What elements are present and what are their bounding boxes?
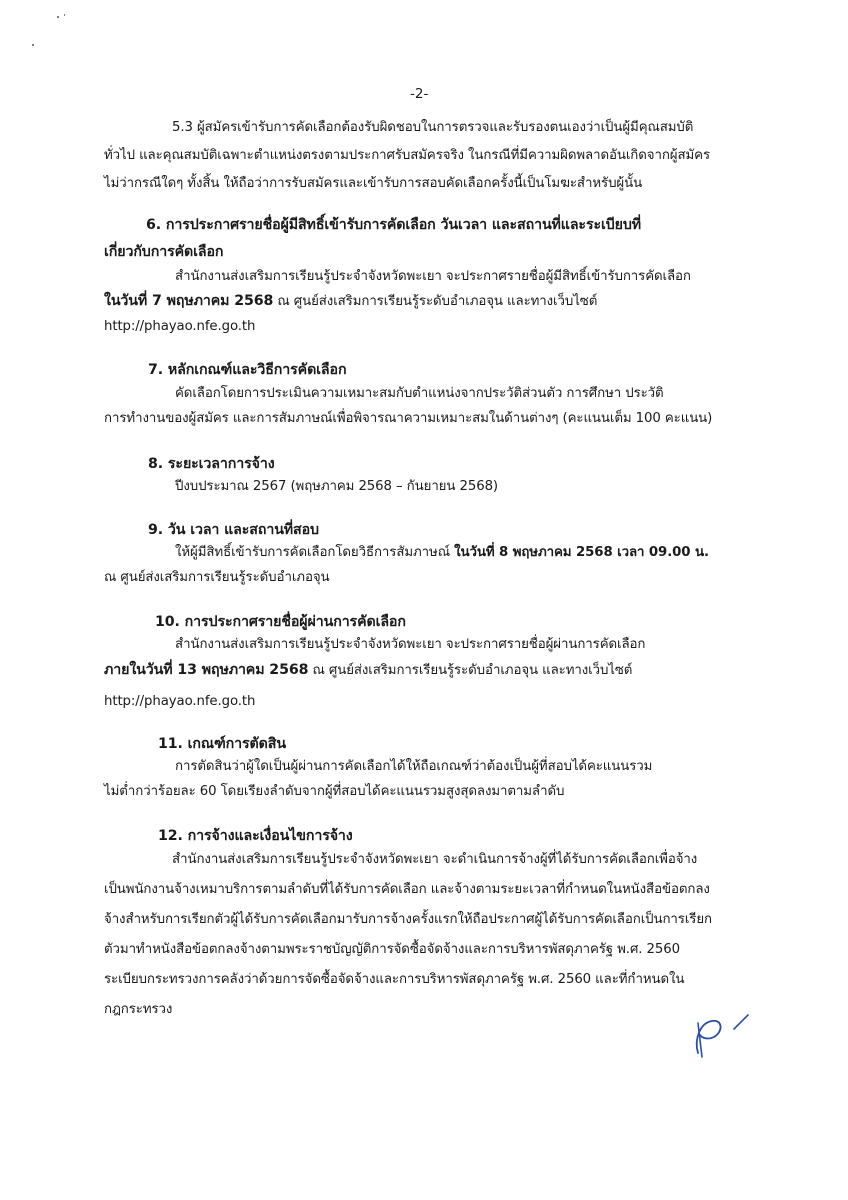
section-12-line-6: กฎกระทรวง (104, 1002, 173, 1017)
section-6-body-line-1: สำนักงานส่งเสริมการเรียนรู้ประจำจังหวัดพะเยา จะประกาศรายชื่อผู้มีสิทธิ์เข้ารับการคัดเลือก (175, 269, 691, 284)
section-12-line-5: ระเบียบกระทรวงการคลังว่าด้วยการจัดซื้อจัดจ้างและการบริหารพัสดุภาครัฐ พ.ศ. 2560 และที่กำหนดใน (104, 972, 685, 987)
section-8-heading: 8. ระยะเวลาการจ้าง (148, 456, 275, 472)
section-6-heading-line-1: 6. การประกาศรายชื่อผู้มีสิทธิ์เข้ารับการคัดเลือก วันเวลา และสถานที่และระเบียบที่ (146, 217, 642, 233)
section-10-result-date: ภายในวันที่ 13 พฤษภาคม 2568 (104, 662, 309, 678)
section-5-3-line-1: 5.3 ผู้สมัครเข้ารับการคัดเลือกต้องรับผิดชอบในการตรวจและรับรองตนเองว่าเป็นผู้มีคุณสมบัติ (172, 120, 694, 135)
section-12-line-3: จ้างสำหรับการเรียกตัวผู้ได้รับการคัดเลือกมารับการจ้างครั้งแรกให้ถือประกาศผู้ได้รับการคัดเลือกเป็นการเรียก (104, 912, 712, 927)
scan-speck (64, 14, 65, 16)
section-11-body-line-2: ไม่ต่ำกว่าร้อยละ 60 โดยเรียงลำดับจากผู้ที่สอบได้คะแนนรวมสูงสุดลงมาตามลำดับ (104, 784, 565, 799)
section-6-announce-place: ณ ศูนย์ส่งเสริมการเรียนรู้ระดับอำเภอจุน และทางเว็บไซต์ (273, 294, 598, 309)
section-6-heading-line-2: เกี่ยวกับการคัดเลือก (104, 244, 224, 260)
section-12-line-2: เป็นพนักงานจ้างเหมาบริการตามลำดับที่ได้รับการคัดเลือก และจ้างตามระยะเวลาที่กำหนดในหนังสือข้อตกลง (104, 882, 710, 897)
section-10-website-link[interactable]: http://phayao.nfe.go.th (104, 694, 256, 709)
section-6-website-link[interactable]: http://phayao.nfe.go.th (104, 319, 256, 334)
section-7-heading: 7. หลักเกณฑ์และวิธีการคัดเลือก (148, 362, 347, 378)
section-9-interview-text: ให้ผู้มีสิทธิ์เข้ารับการคัดเลือกโดยวิธีการสัมภาษณ์ (175, 545, 455, 560)
section-11-heading: 11. เกณฑ์การตัดสิน (158, 736, 286, 752)
section-5-3-line-3: ไม่ว่ากรณีใดๆ ทั้งสิ้น ให้ถือว่าการรับสมัครและเข้ารับการสอบคัดเลือกครั้งนี้เป็นโมฆะสำหรับผู้นั้น (104, 176, 643, 191)
page-number: -2- (410, 86, 429, 102)
section-11-body-line-1: การตัดสินว่าผู้ใดเป็นผู้ผ่านการคัดเลือกได้ให้ถือเกณฑ์ว่าต้องเป็นผู้ที่สอบได้คะแนนรวม (175, 759, 653, 774)
signature-initials (690, 1005, 770, 1065)
section-7-body-line-1: คัดเลือกโดยการประเมินความเหมาะสมกับตำแหน่งจากประวัติส่วนตัว การศึกษา ประวัติ (175, 386, 664, 401)
section-10-body-line-1: สำนักงานส่งเสริมการเรียนรู้ประจำจังหวัดพะเยา จะประกาศรายชื่อผู้ผ่านการคัดเลือก (175, 637, 646, 652)
section-12-line-4: ตัวมาทำหนังสือข้อตกลงจ้างตามพระราชบัญญัติการจัดซื้อจัดจ้างและการบริหารพัสดุภาครัฐ พ.ศ. 2560 (104, 942, 680, 957)
section-12-heading: 12. การจ้างและเงื่อนไขการจ้าง (158, 828, 353, 844)
section-9-body-line-1 (175, 543, 709, 563)
section-5-3-line-2: ทั่วไป และคุณสมบัติเฉพาะตำแหน่งตรงตามประกาศรับสมัครจริง ในกรณีที่มีความผิดพลาดอันเกิดจากผู้สมัคร (104, 148, 710, 163)
section-7-body-line-2: การทำงานของผู้สมัคร และการสัมภาษณ์เพื่อพิจารณาความเหมาะสมในด้านต่างๆ (คะแนนเต็ม 100 คะแนน) (104, 411, 713, 426)
section-12-line-1: สำนักงานส่งเสริมการเรียนรู้ประจำจังหวัดพะเยา จะดำเนินการจ้างผู้ที่ได้รับการคัดเลือกเพื่อจ้าง (172, 852, 698, 867)
section-9-heading: 9. วัน เวลา และสถานที่สอบ (148, 522, 319, 538)
section-10-result-place: ณ ศูนย์ส่งเสริมการเรียนรู้ระดับอำเภอจุน และทางเว็บไซต์ (308, 663, 633, 678)
section-10-heading: 10. การประกาศรายชื่อผู้ผ่านการคัดเลือก (155, 614, 406, 630)
section-8-body: ปีงบประมาณ 2567 (พฤษภาคม 2568 – กันยายน 2568) (175, 479, 499, 494)
section-9-body-line-2: ณ ศูนย์ส่งเสริมการเรียนรู้ระดับอำเภอจุน (104, 570, 330, 585)
section-9-interview-date: ในวันที่ 8 พฤษภาคม 2568 เวลา 09.00 น. (454, 545, 709, 560)
section-10-body-line-2 (104, 660, 632, 681)
section-6-body-line-2 (104, 291, 597, 312)
scan-speck (32, 44, 34, 46)
signature-stroke (734, 1015, 748, 1029)
section-6-announce-date: ในวันที่ 7 พฤษภาคม 2568 (104, 293, 274, 309)
scan-speck (57, 16, 59, 18)
